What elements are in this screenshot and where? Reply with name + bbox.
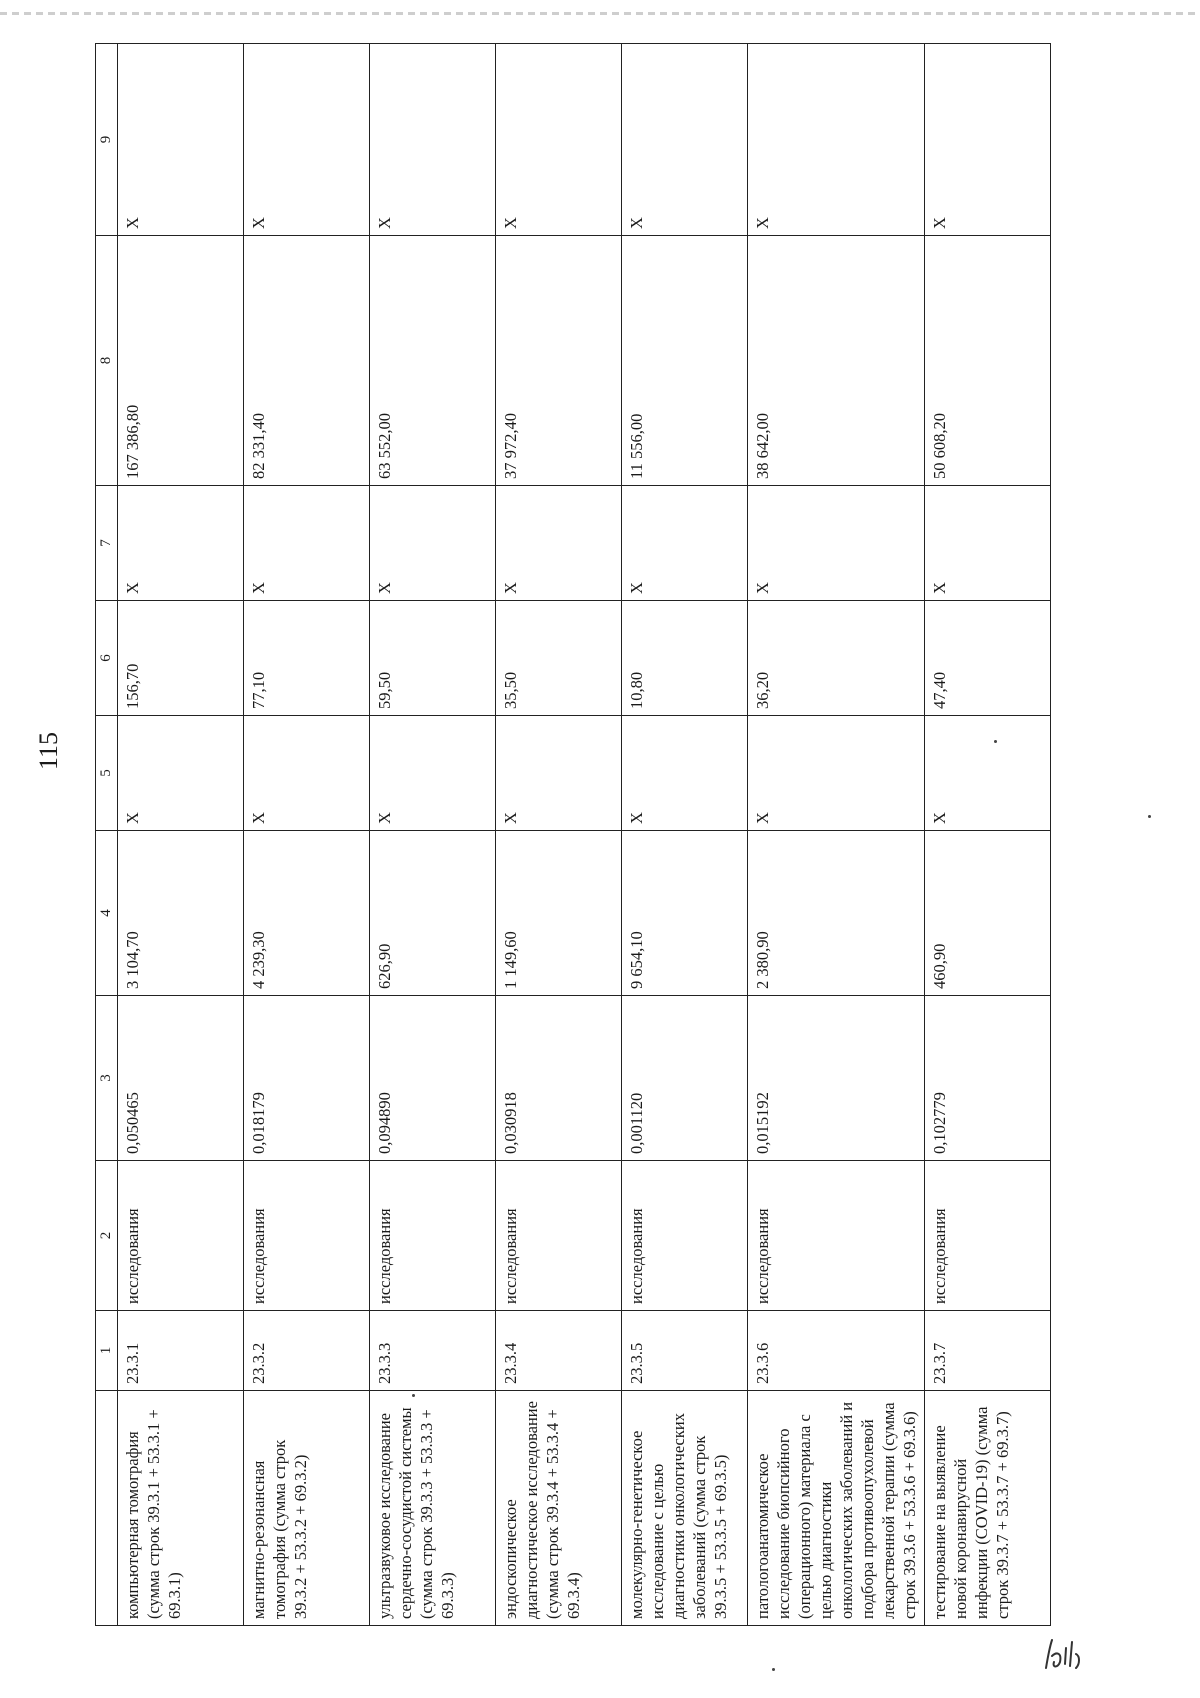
cell-col8: 82 331,40 — [244, 236, 370, 486]
cell-col6: 156,70 — [118, 601, 244, 716]
cell-col5: X — [622, 716, 748, 831]
cell-col4: 2 380,90 — [748, 831, 925, 996]
row-code: 23.3.1 — [118, 1311, 244, 1391]
cell-col3: 0,094890 — [370, 996, 496, 1161]
cell-col3: 0,001120 — [622, 996, 748, 1161]
cell-col4: 460,90 — [925, 831, 1051, 996]
cell-col5: X — [496, 716, 622, 831]
cell-col8: 37 972,40 — [496, 236, 622, 486]
header-cell: 7 — [96, 486, 118, 601]
cell-col8: 50 608,20 — [925, 236, 1051, 486]
cell-col7: X — [370, 486, 496, 601]
header-cell — [96, 1391, 118, 1626]
row-name: патологоанатомическое исследование биопсийного (операционного) материала с целью диагностики онкологических заболеваний и подбора противоопухолевой лекарственной терапии (сумма строк 39.3.6 + 53.3.6 + 69.3.6) — [748, 1391, 925, 1626]
scan-speck — [412, 1394, 415, 1397]
header-cell: 8 — [96, 236, 118, 486]
header-cell: 9 — [96, 44, 118, 236]
cell-col7: X — [925, 486, 1051, 601]
cell-col7: X — [118, 486, 244, 601]
cell-col8: 11 556,00 — [622, 236, 748, 486]
table-row — [748, 44, 925, 1626]
cell-col3: 0,102779 — [925, 996, 1051, 1161]
row-unit: исследования — [622, 1161, 748, 1311]
row-name: магнитно-резонансная томография (сумма строк 39.3.2 + 53.3.2 + 69.3.2) — [244, 1391, 370, 1626]
cell-col9: X — [622, 44, 748, 236]
cell-col6: 10,80 — [622, 601, 748, 716]
table-row — [496, 44, 622, 1626]
cell-col5: X — [244, 716, 370, 831]
cell-col3: 0,030918 — [496, 996, 622, 1161]
cell-col4: 1 149,60 — [496, 831, 622, 996]
table-row — [244, 44, 370, 1626]
row-unit: исследования — [370, 1161, 496, 1311]
cell-col4: 4 239,30 — [244, 831, 370, 996]
cell-col8: 63 552,00 — [370, 236, 496, 486]
row-name: тестирование на выявление новой коронавирусной инфекции (COVID-19) (сумма строк 39.3.7 + 53.3.7 + 69.3.7) — [925, 1391, 1051, 1626]
header-cell: 5 — [96, 716, 118, 831]
scan-speck — [772, 1668, 775, 1671]
row-code: 23.3.7 — [925, 1311, 1051, 1391]
header-cell: 3 — [96, 996, 118, 1161]
row-name: эндоскопическое диагностическое исследование (сумма строк 39.3.4 + 53.3.4 + 69.3.4) — [496, 1391, 622, 1626]
row-unit: исследования — [748, 1161, 925, 1311]
cell-col3: 0,050465 — [118, 996, 244, 1161]
row-name: ультразвуковое исследование сердечно-сосудистой системы (сумма строк 39.3.3 + 53.3.3 + 69.3.3) — [370, 1391, 496, 1626]
data-table — [95, 43, 1051, 1626]
cell-col6: 47,40 — [925, 601, 1051, 716]
rotated-table-container — [95, 44, 1012, 1626]
cell-col5: X — [370, 716, 496, 831]
row-name: компьютерная томография (сумма строк 39.3.1 + 53.3.1 + 69.3.1) — [118, 1391, 244, 1626]
row-unit: исследования — [496, 1161, 622, 1311]
cell-col8: 38 642,00 — [748, 236, 925, 486]
cell-col9: X — [370, 44, 496, 236]
cell-col7: X — [748, 486, 925, 601]
row-code: 23.3.4 — [496, 1311, 622, 1391]
row-code: 23.3.6 — [748, 1311, 925, 1391]
cell-col5: X — [748, 716, 925, 831]
row-code: 23.3.3 — [370, 1311, 496, 1391]
table-row — [925, 44, 1051, 1626]
header-row — [96, 44, 118, 1626]
header-cell: 6 — [96, 601, 118, 716]
cell-col7: X — [244, 486, 370, 601]
header-cell: 2 — [96, 1161, 118, 1311]
row-code: 23.3.2 — [244, 1311, 370, 1391]
cell-col7: X — [496, 486, 622, 601]
row-name: молекулярно-генетическое исследование с целью диагностики онкологических заболеваний (сумма строк 39.3.5 + 53.3.5 + 69.3.5) — [622, 1391, 748, 1626]
row-unit: исследования — [118, 1161, 244, 1311]
cell-col4: 9 654,10 — [622, 831, 748, 996]
cell-col9: X — [925, 44, 1051, 236]
cell-col5: X — [925, 716, 1051, 831]
scan-edge-artifact — [0, 12, 1200, 15]
cell-col9: X — [244, 44, 370, 236]
cell-col5: X — [118, 716, 244, 831]
row-unit: исследования — [925, 1161, 1051, 1311]
cell-col4: 626,90 — [370, 831, 496, 996]
cell-col7: X — [622, 486, 748, 601]
handwritten-signature-mark — [1036, 1634, 1084, 1674]
cell-col6: 77,10 — [244, 601, 370, 716]
cell-col3: 0,018179 — [244, 996, 370, 1161]
row-unit: исследования — [244, 1161, 370, 1311]
cell-col6: 35,50 — [496, 601, 622, 716]
row-code: 23.3.5 — [622, 1311, 748, 1391]
cell-col3: 0,015192 — [748, 996, 925, 1161]
cell-col8: 167 386,80 — [118, 236, 244, 486]
cell-col6: 59,50 — [370, 601, 496, 716]
cell-col6: 36,20 — [748, 601, 925, 716]
table-row — [118, 44, 244, 1626]
cell-col9: X — [748, 44, 925, 236]
table-row — [370, 44, 496, 1626]
header-cell: 1 — [96, 1311, 118, 1391]
header-cell: 4 — [96, 831, 118, 996]
cell-col9: X — [496, 44, 622, 236]
table-row — [622, 44, 748, 1626]
cell-col4: 3 104,70 — [118, 831, 244, 996]
page-number: 115 — [34, 731, 63, 770]
scan-speck — [1148, 815, 1151, 818]
cell-col9: X — [118, 44, 244, 236]
scan-speck — [994, 740, 997, 743]
